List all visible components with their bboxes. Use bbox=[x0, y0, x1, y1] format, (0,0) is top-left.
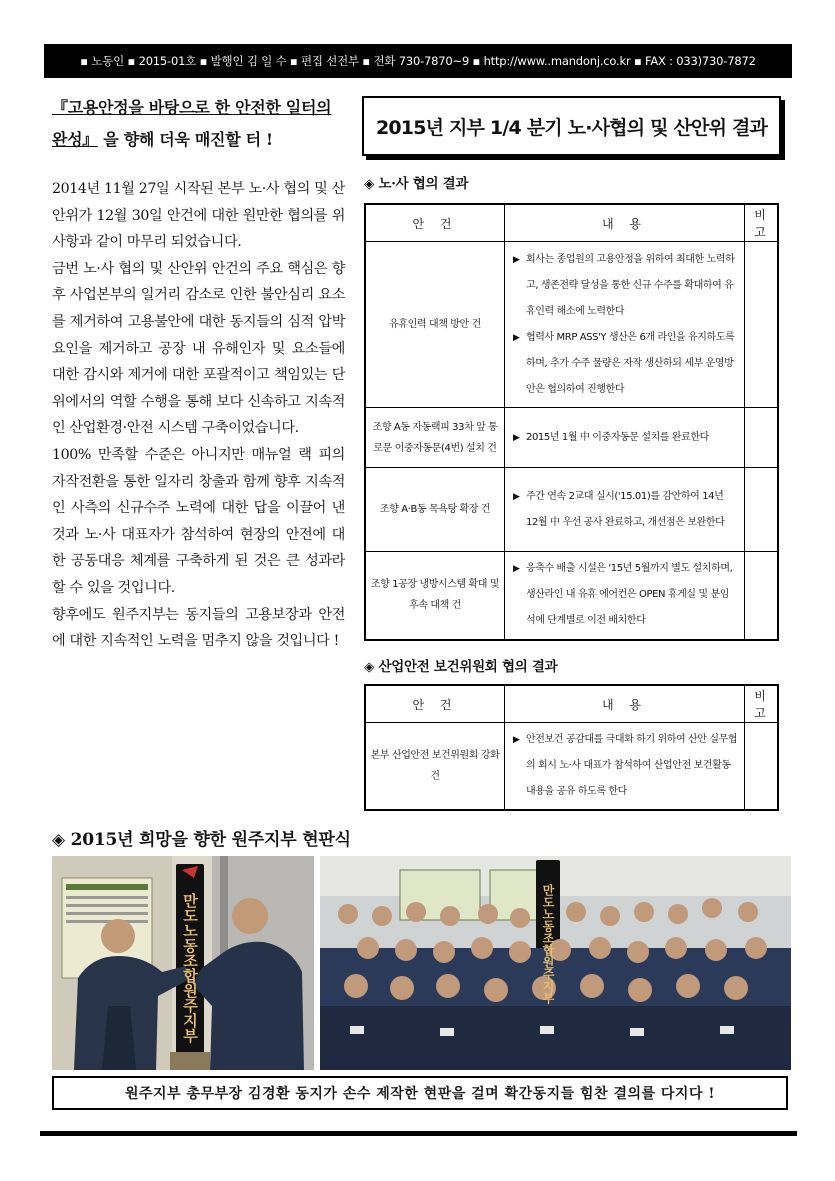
note-cell bbox=[745, 408, 779, 468]
note-cell bbox=[745, 723, 779, 811]
signboard-hanging-photo bbox=[52, 856, 314, 1070]
content-cell bbox=[505, 468, 745, 552]
table-row bbox=[365, 723, 778, 811]
lead-headline bbox=[52, 92, 342, 156]
section1-heading: ◈ 노·사 협의 결과 bbox=[364, 176, 469, 192]
content-cell bbox=[505, 408, 745, 468]
content-item: ▶ 주간 연속 2교대 실시('15.01)를 감안하여 14년 12월 中 우선 공사 완료하고, 개선점은 보완한다 bbox=[513, 484, 738, 536]
table-header-row bbox=[365, 204, 778, 242]
table-row bbox=[365, 242, 778, 408]
safety-committee-table bbox=[364, 684, 779, 811]
content-cell bbox=[505, 242, 745, 408]
photo-caption: 원주지부 총무부장 김경환 동지가 손수 제작한 현판을 걸며 확간동지들 힘찬 결의를 다지다 ! bbox=[124, 1086, 716, 1102]
labor-management-table bbox=[364, 203, 779, 641]
photo-caption-box bbox=[52, 1076, 788, 1110]
paragraph-3: 100% 만족할 수준은 아니지만 매뉴얼 랙 피의 자작전환을 통한 일자리 창출과 함께 향후 지속적인 사측의 신규수주 노력에 대한 답을 이끌어 낸 것과 노·사 대표자가 참석하여 현장의 안전에 대한 공동대응 체계를 구축하게 된 것은 큰 성과라 할 수 있을 것입니다. bbox=[52, 446, 345, 596]
article-body bbox=[52, 176, 345, 655]
lead-underlined: 『고용안정을 바탕으로 한 안전한 일터의 완성』 bbox=[52, 98, 332, 149]
col-note: 비 고 bbox=[745, 204, 779, 242]
content-item: ▶ 회사는 종업원의 고용안정을 위하여 최대한 노력하고, 생존전략 달성을 통한 신규 수주를 확대하여 유휴인력 해소에 노력한다 bbox=[513, 247, 738, 325]
agenda-cell: 본부 산업안전 보건위원회 강화 건 bbox=[365, 723, 505, 811]
table-row bbox=[365, 468, 778, 552]
signboard-text: 만도노동조합원주지부 bbox=[181, 893, 199, 1043]
col-note: 비 고 bbox=[745, 685, 779, 723]
gallery-heading: ◈ 2015년 희망을 향한 원주지부 현판식 bbox=[52, 830, 351, 850]
lead-rest: 을 향해 더욱 매진할 터 ! bbox=[103, 130, 273, 149]
col-content: 내 용 bbox=[505, 204, 745, 242]
bottom-rule bbox=[40, 1131, 797, 1136]
paragraph-4: 향후에도 원주지부는 동지들의 고용보장과 안전에 대한 지속적인 노력을 멈추지 않을 것입니다 ! bbox=[52, 606, 345, 650]
agenda-cell: 유휴인력 대책 방안 건 bbox=[365, 242, 505, 408]
header-info-text: ▪ 노동인 ▪ 2015-01호 ▪ 발행인 김 일 수 ▪ 편집 선전부 ▪ 전화 730-7870~9 ▪ http://www..mandonj.co.kr ▪ FAX : 033)730-7872 bbox=[80, 54, 756, 68]
content-item: ▶ 2015년 1월 中 이중자동문 설치를 완료한다 bbox=[513, 425, 738, 451]
col-content: 내 용 bbox=[505, 685, 745, 723]
table-row bbox=[365, 408, 778, 468]
group-photo bbox=[320, 856, 791, 1070]
content-item: ▶ 응축수 배출 시설은 '15년 5월까지 별도 설치하며, 생산라인 내 유휴 에어컨은 OPEN 휴게실 및 분임석에 단계별로 이전 배치한다 bbox=[513, 556, 738, 634]
agenda-cell: 조향 A·B동 목욕탕 확장 건 bbox=[365, 468, 505, 552]
agenda-cell: 조향 A동 자동랙피 33차 앞 통로문 이중자동문(4번) 설치 건 bbox=[365, 408, 505, 468]
content-cell bbox=[505, 723, 745, 811]
note-cell bbox=[745, 552, 779, 640]
col-agenda: 안 건 bbox=[365, 204, 505, 242]
note-cell bbox=[745, 242, 779, 408]
table-row bbox=[365, 552, 778, 640]
results-title-box bbox=[362, 96, 781, 156]
content-item: ▶ 안전보건 공감대를 극대화 하기 위하여 산안 실무협의 회시 노·사 대표가 참석하여 산업안전 보건활동 내용을 공유 하도록 한다 bbox=[513, 727, 738, 805]
content-cell bbox=[505, 552, 745, 640]
col-agenda: 안 건 bbox=[365, 685, 505, 723]
group-signboard-text: 만도노동조합원주지부 bbox=[541, 884, 555, 1004]
results-title: 2015년 지부 1/4 분기 노·사협의 및 산안위 결과 bbox=[375, 116, 768, 139]
note-cell bbox=[745, 468, 779, 552]
newsletter-header-bar bbox=[44, 44, 792, 78]
paragraph-1: 2014년 11월 27일 시작된 본부 노·사 협의 및 산안위가 12월 30일 안건에 대한 원만한 협의를 위 사항과 같이 마무리 되었습니다. bbox=[52, 181, 345, 251]
content-item: ▶ 협력사 MRP ASS'Y 생산은 6개 라인을 유지하도록 하며, 추가 수주 물량은 자작 생산하되 세부 운영방안은 협의하여 진행한다 bbox=[513, 325, 738, 403]
section2-heading: ◈ 산업안전 보건위원회 협의 결과 bbox=[364, 659, 558, 675]
paragraph-2: 금번 노·사 협의 및 산안위 안건의 주요 핵심은 향후 사업본부의 일거리 감소로 인한 불안심리 요소를 제거하여 고용불안에 대한 동지들의 심적 압박요인을 제거하고 공장 내 유해인자 및 요소들에 대한 감시와 제거에 대한 포괄적이고 책임있는 단위에서의 역할 수행을 통해 보다 신속하고 지속적인 산업환경·안전 시스템 구축이었습니다. bbox=[52, 260, 345, 437]
table-header-row bbox=[365, 685, 778, 723]
agenda-cell: 조향 1공장 냉방시스템 확대 및 후속 대책 건 bbox=[365, 552, 505, 640]
